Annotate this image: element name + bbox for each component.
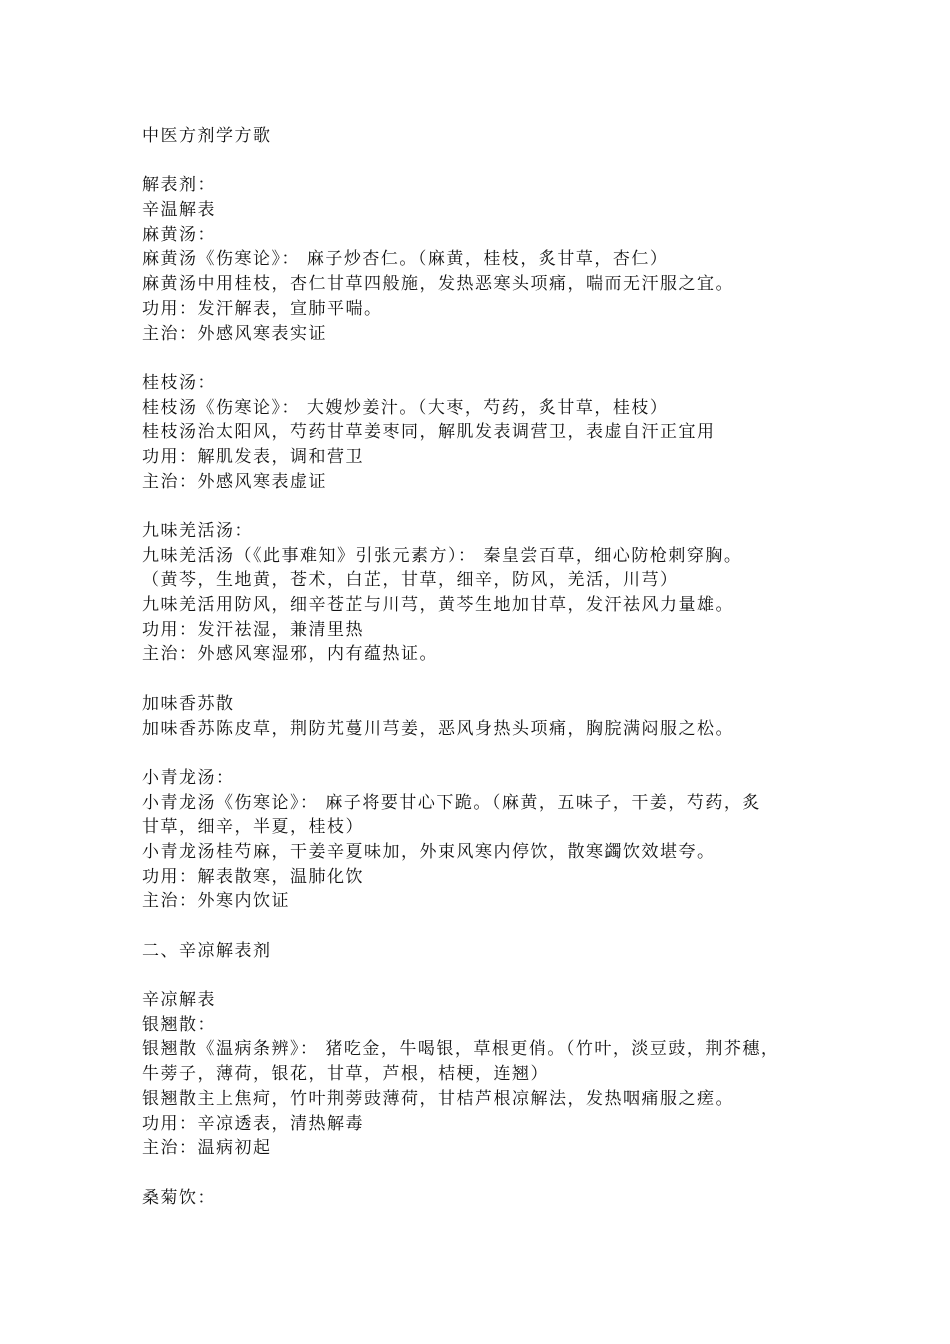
text-line: 桂枝汤治太阳风，芍药甘草姜枣同，解肌发表调营卫，表虚自汗正宜用	[142, 422, 716, 443]
text-line: 主治：外感风寒表虚证	[142, 471, 327, 492]
text-line: 加味香苏陈皮草，荆防艽蔓川芎姜，恶风身热头项痛，胸脘满闷服之松。	[142, 718, 734, 739]
text-line: 桑菊饮：	[142, 1187, 216, 1208]
document-page	[142, 124, 832, 1210]
text-line: 小青龙汤桂芍麻，干姜辛夏味加，外束风寒内停饮，散寒蠲饮效堪夸。	[142, 841, 716, 862]
text-line: 主治：外寒内饮证	[142, 891, 290, 912]
text-line: 加味香苏散	[142, 693, 235, 714]
text-line: 九味羌活汤：	[142, 521, 253, 541]
blank-line	[142, 149, 832, 174]
text-line: 银翘散《温病条辨》： 猪吃金，牛喝银，草根更俏。（竹叶，淡豆豉，荆芥穗，	[142, 1039, 780, 1060]
document-title: 中医方剂学方歌	[142, 126, 272, 146]
text-line: 桂枝汤：	[142, 372, 216, 393]
document-body	[142, 149, 832, 1211]
text-line: 甘草，细辛，半夏，桂枝）	[142, 817, 364, 838]
text-line: 小青龙汤《伤寒论》： 麻子将要甘心下跪。（麻黄，五味子，干姜，芍药，炙	[142, 792, 761, 813]
blank-line	[142, 346, 832, 371]
blank-line	[142, 1161, 832, 1186]
blank-line	[142, 914, 832, 939]
text-line: 九味羌活用防风，细辛苍芷与川芎，黄芩生地加甘草，发汗祛风力量雄。	[142, 595, 734, 616]
blank-line	[142, 963, 832, 988]
text-line: 辛凉解表	[142, 990, 216, 1011]
text-line: 麻黄汤《伤寒论》： 麻子炒杏仁。（麻黄，桂枝，炙甘草，杏仁）	[142, 249, 669, 270]
text-line: 九味羌活汤（《此事难知》引张元素方）： 秦皇尝百草，细心防枪刺穿胸。	[142, 545, 743, 566]
text-line: 小青龙汤：	[142, 767, 235, 788]
text-line: 功用：解表散寒，温肺化饮	[142, 866, 364, 887]
text-line: 银翘散主上焦疴，竹叶荆蒡豉薄荷，甘桔芦根凉解法，发热咽痛服之瘥。	[142, 1088, 734, 1109]
text-line: 解表剂：	[142, 175, 216, 196]
text-line: 主治：外感风寒湿邪，内有蕴热证。	[142, 644, 438, 665]
text-line: 主治：外感风寒表实证	[142, 323, 327, 344]
text-line: 功用：辛凉透表，清热解毒	[142, 1113, 364, 1134]
text-line: 麻黄汤：	[142, 224, 216, 245]
blank-line	[142, 494, 832, 519]
text-line: 主治：温病初起	[142, 1138, 272, 1159]
text-line: 功用：发汗解表，宣肺平喘。	[142, 298, 383, 319]
text-line: 二、辛凉解表剂	[142, 940, 272, 961]
text-line: 牛蒡子，薄荷，银花，甘草，芦根，桔梗，连翘）	[142, 1064, 549, 1085]
text-line: 桂枝汤《伤寒论》： 大嫂炒姜汁。（大枣，芍药，炙甘草，桂枝）	[142, 397, 669, 418]
text-line: 银翘散：	[142, 1014, 216, 1035]
text-line: 功用：解肌发表，调和营卫	[142, 446, 364, 467]
blank-line	[142, 667, 832, 692]
text-line: 麻黄汤中用桂枝，杏仁甘草四般施，发热恶寒头项痛，喘而无汗服之宜。	[142, 274, 734, 295]
text-line: 辛温解表	[142, 200, 216, 221]
text-line: 功用：发汗祛湿，兼清里热	[142, 619, 364, 640]
blank-line	[142, 741, 832, 766]
text-line: （黄芩，生地黄，苍术，白芷，甘草，细辛，防风，羌活，川芎）	[142, 570, 679, 591]
